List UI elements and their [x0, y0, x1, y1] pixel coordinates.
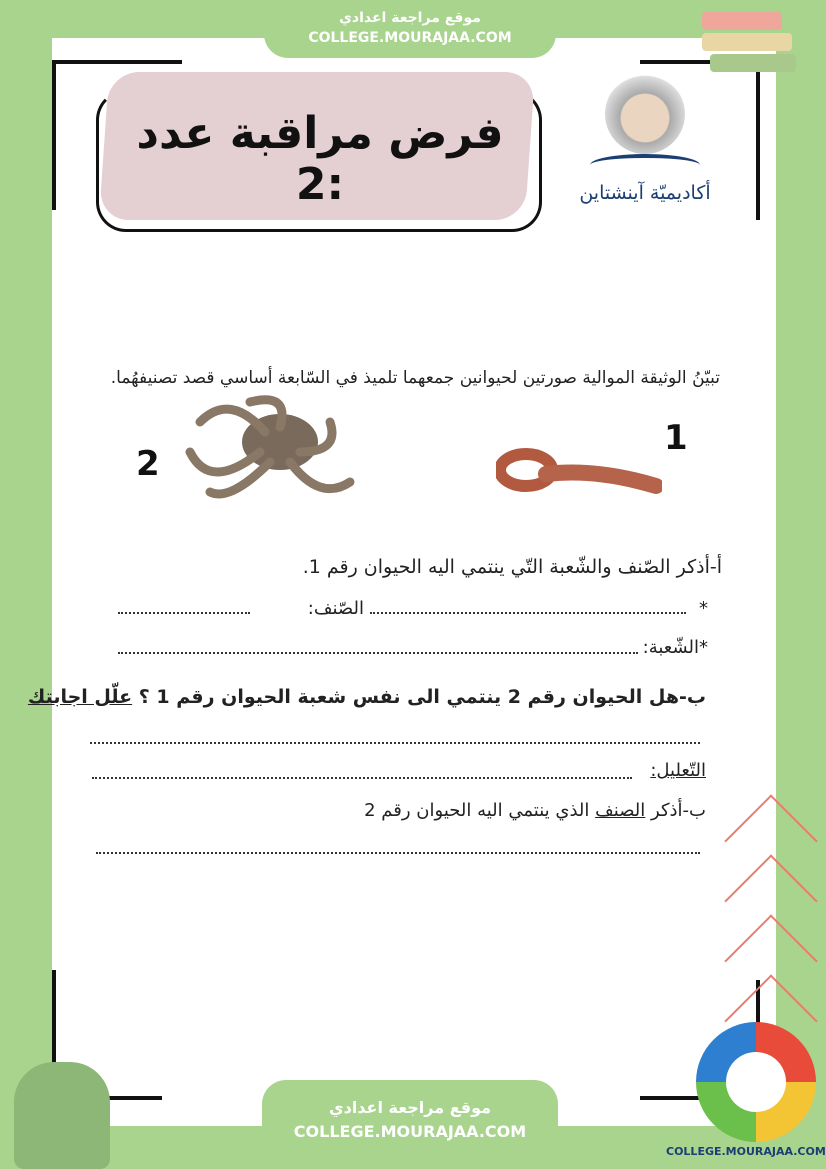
- question-a: أ-أذكر الصّنف والشّعبة التّي ينتمي اليه الحيوان رقم 1.: [302, 556, 722, 578]
- footer-site-badge: [262, 1080, 558, 1169]
- animal-label-2: 2: [136, 444, 160, 484]
- octopus-image: [170, 392, 360, 504]
- phylum-label: *الشّعبة:: [642, 637, 708, 658]
- answer-field-b[interactable]: [90, 742, 700, 744]
- academy-logo: [570, 70, 720, 220]
- header-site-badge: [264, 0, 556, 58]
- einstein-icon: [605, 74, 685, 154]
- answer-field-c[interactable]: [96, 852, 700, 854]
- answer-field-1[interactable]: [370, 612, 686, 614]
- footer-site-ar: موقع مراجعة اعدادي: [328, 1098, 492, 1117]
- header-site-ar: موقع مراجعة اعدادي: [339, 10, 481, 26]
- backpack-icon: [14, 1062, 110, 1169]
- star-marker: *: [699, 598, 708, 619]
- intro-text: تبيّنُ الوثيقة الموالية صورتين لحيوانين جمعهما تلميذ في السّابعة أساسي قصد تصنيفهُما.: [110, 368, 720, 388]
- class-answer-field[interactable]: [118, 612, 250, 614]
- footer-site-url[interactable]: COLLEGE.MOURAJAA.COM: [293, 1122, 527, 1141]
- open-book-icon: [590, 154, 700, 176]
- academy-name: أكاديميّة آينشتاين: [579, 182, 711, 204]
- question-c: [364, 800, 706, 821]
- wheel-site-url[interactable]: COLLEGE.MOURAJAA.COM: [666, 1145, 826, 1158]
- question-c-prefix: ب-أذكر: [651, 800, 706, 821]
- question-b-justify: علّل اجابتك: [27, 686, 133, 708]
- books-icon: [702, 12, 798, 92]
- earthworm-image: [496, 448, 662, 496]
- subjects-wheel-icon: [696, 1022, 816, 1142]
- class-label: الصّنف:: [307, 598, 364, 619]
- question-c-suffix: الذي ينتمي اليه الحيوان رقم 2: [364, 800, 590, 821]
- reason-answer-field[interactable]: [92, 777, 632, 779]
- question-c-underlined: الصنف: [595, 800, 646, 821]
- question-b: [28, 686, 706, 708]
- reason-label: التّعليل:: [650, 760, 706, 781]
- animal-label-1: 1: [664, 418, 688, 458]
- header-site-url[interactable]: COLLEGE.MOURAJAA.COM: [308, 30, 512, 46]
- page-title: فرض مراقبة عدد :2: [136, 108, 504, 210]
- question-b-text: ب-هل الحيوان رقم 2 ينتمي الى نفس شعبة الحيوان رقم 1 ؟: [138, 686, 706, 708]
- phylum-answer-field[interactable]: [118, 652, 638, 654]
